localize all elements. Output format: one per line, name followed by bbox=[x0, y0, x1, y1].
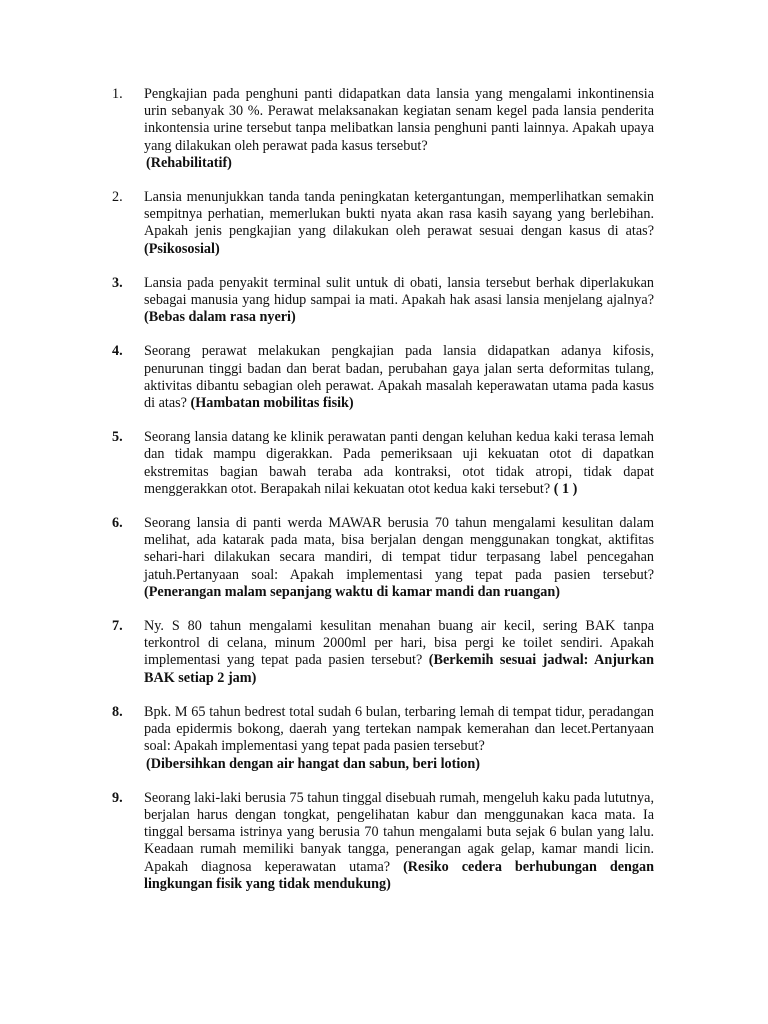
question-7 bbox=[112, 618, 654, 687]
question-number: 6. bbox=[112, 515, 123, 532]
question-number: 2. bbox=[112, 189, 123, 206]
question-6 bbox=[112, 515, 654, 601]
question-5 bbox=[112, 429, 654, 498]
question-number: 9. bbox=[112, 789, 123, 806]
question-8 bbox=[112, 704, 654, 773]
question-number: 3. bbox=[112, 274, 123, 291]
question-text: Seorang lansia datang ke klinik perawatan panti dengan keluhan kedua kaki terasa lemah dan tidak mampu digerakkan. Pada pemeriksaan uji kekuatan otot di dapatkan ekstremitas bagian bawah teraba ada kontraksi, otot tidak atropi, tidak dapat menggerakkan otot. Berapakah nilai kekuatan otot kedua kaki tersebut? bbox=[144, 429, 654, 497]
question-answer: ( 1 ) bbox=[553, 480, 578, 497]
question-text: Seorang lansia di panti werda MAWAR berusia 70 tahun mengalami kesulitan dalam melihat, ada katarak pada mata, bisa berjalan dengan menggunakan tongkat, aktifitas sehari-hari dilakukan secara mandiri, di tempat tidur terpasang label pencegahan jatuh.Pertanyaan soal: Apakah implementasi yang tepat pada pasien tersebut? bbox=[144, 515, 654, 583]
question-answer: (Berkemih sesuai jadwal: Anjurkan BAK setiap 2 jam) bbox=[144, 652, 654, 686]
question-number: 4. bbox=[112, 343, 123, 360]
question-answer: (Psikososial) bbox=[144, 240, 220, 257]
question-1 bbox=[112, 86, 654, 172]
question-text: Seorang perawat melakukan pengkajian pada lansia didapatkan adanya kifosis, penurunan tinggi badan dan berat badan, perubahan gaya jalan serta deformitas tulang, aktivitas dibantu sebagian oleh perawat. Apakah masalah keperawatan utama pada kasus di atas? bbox=[144, 343, 654, 412]
question-answer: (Dibersihkan dengan air hangat dan sabun, beri lotion) bbox=[146, 755, 481, 772]
question-text: Pengkajian pada penghuni panti didapatkan data lansia yang mengalami inkontinensia urin sebanyak 30 %. Perawat melaksanakan kegiatan senam kegel pada lansia penderita inkontensia urine tersebut tanpa melibatkan lansia penghuni panti lainnya. Apakah upaya yang dilakukan oleh perawat pada kasus tersebut? bbox=[144, 86, 654, 154]
question-answer: (Bebas dalam rasa nyeri) bbox=[144, 309, 296, 326]
question-number: 7. bbox=[112, 618, 123, 635]
question-answer: (Resiko cedera berhubungan dengan lingkungan fisik yang tidak mendukung) bbox=[144, 858, 655, 892]
question-list bbox=[112, 86, 654, 910]
question-text: Lansia pada penyakit terminal sulit untuk di obati, lansia tersebut berhak diperlakukan sebagai manusia yang hidup sampai ia mati. Apakah hak asasi lansia menjelang ajalnya? bbox=[144, 274, 654, 309]
question-text: Ny. S 80 tahun mengalami kesulitan menahan buang air kecil, sering BAK tanpa terkontrol di celana, minum 2000ml per hari, bisa pergi ke toilet sendiri. Apakah implementasi yang tepat pada pasien tersebut? bbox=[144, 618, 654, 669]
question-text: Lansia menunjukkan tanda tanda peningkatan ketergantungan, memperlihatkan semakin sempitnya perhatian, memerlukan bukti nyata akan rasa kasih sayang yang berlebihan. Apakah jenis pengkajian yang dilakukan oleh perawat sesuai dengan kasus di atas? bbox=[144, 189, 654, 240]
question-answer: (Penerangan malam sepanjang waktu di kamar mandi dan ruangan) bbox=[144, 583, 560, 600]
question-3 bbox=[112, 275, 654, 327]
question-answer: (Rehabilitatif) bbox=[146, 154, 232, 171]
question-text: Bpk. M 65 tahun bedrest total sudah 6 bulan, terbaring lemah di tempat tidur, peradangan pada epidermis bokong, daerah yang tertekan nampak kemerahan dan lecet.Pertanyaan soal: Apakah implementasi yang tepat pada pasien tersebut? bbox=[144, 703, 654, 755]
question-2 bbox=[112, 189, 654, 258]
question-4 bbox=[112, 343, 654, 412]
question-number: 8. bbox=[112, 703, 123, 720]
question-number: 1. bbox=[112, 86, 123, 102]
question-text: Seorang laki-laki berusia 75 tahun tinggal disebuah rumah, mengeluh kaku pada lututnya, berjalan harus dengan tongkat, pengelihatan kabur dan menggunakan kaca mata. Ia tinggal bersama istrinya yang berusia 70 tahun mengalami buta sejak 6 bulan yang lalu. Keadaan rumah memiliki banyak tangga, penerangan agak gelap, kamar mandi licin. Apakah diagnosa keperawatan utama? bbox=[144, 789, 654, 875]
question-number: 5. bbox=[112, 429, 123, 446]
question-9 bbox=[112, 790, 654, 893]
question-answer: (Hambatan mobilitas fisik) bbox=[190, 395, 354, 412]
